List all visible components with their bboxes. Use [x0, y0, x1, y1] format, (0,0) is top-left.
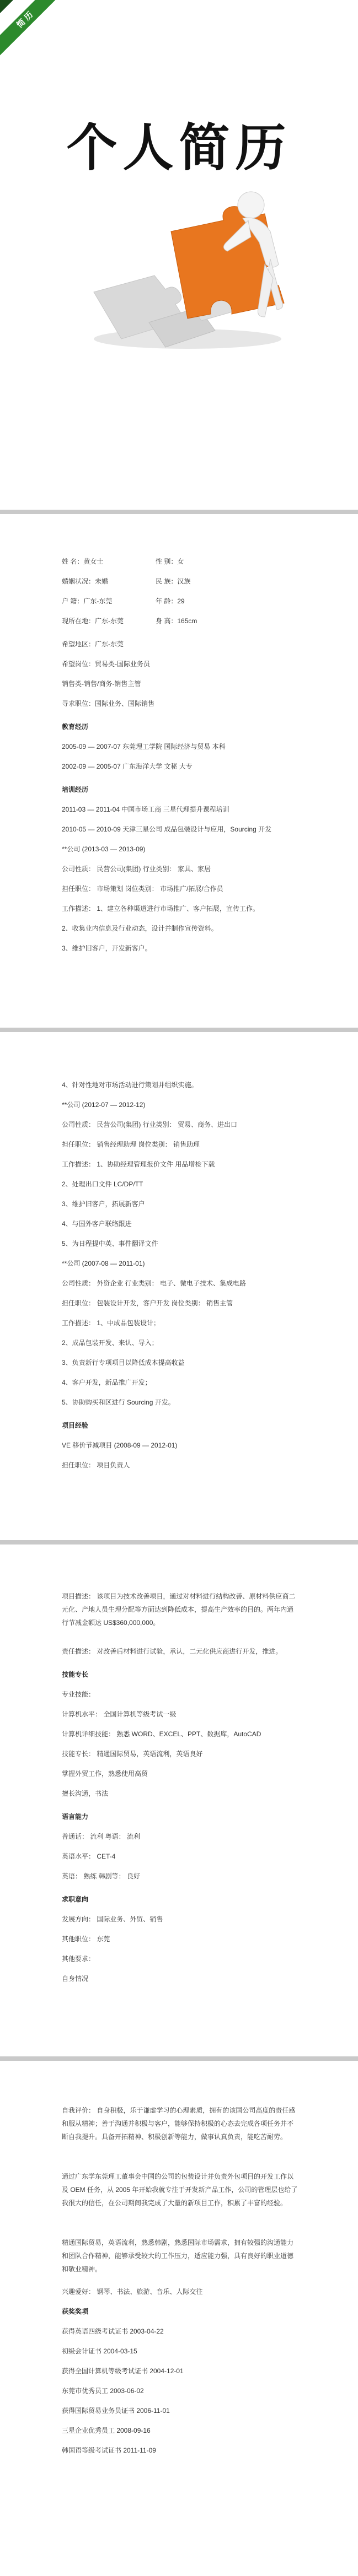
project-description: 项目描述： 该项目为技术改善项目，通过对材料进行结构改善、原材料供应商二元化、产地人员生理分配等方面达到降低成本，提高生产效率的目的。两年内通行节减金额达 US$360,000,000。	[62, 1592, 296, 1627]
intent-item: 自身情况	[62, 1975, 89, 1983]
skills-intro: 专业技能：	[62, 1691, 95, 1698]
intent-item: 其他要求：	[62, 1955, 95, 1963]
training-item: 2010-05 — 2010-09 天津三星公司 成品包装设计与应用，Sourcing 开发	[62, 825, 272, 833]
hobbies: 兴趣爱好： 钢琴、书法、旅游、音乐、人际交往	[62, 2288, 203, 2296]
job-period: **公司 (2012-07 — 2012-12)	[62, 1101, 146, 1109]
certificate-item: 获得英语四级考试证书 2003-04-22	[62, 2327, 164, 2335]
training-item: 2011-03 — 2011-04 中国市场工商 三星代理提升课程培训	[62, 806, 229, 813]
education-item: 2002-09 — 2005-07 广东海洋大学 文秘 大专	[62, 763, 193, 770]
job-duty: 3、负责新行专项项目以降低成本提高收益	[62, 1359, 185, 1367]
job-description: 工作描述： 1、中成品包装设计；	[62, 1319, 161, 1327]
certificate-item: 获得全国计算机等级考试证书 2004-12-01	[62, 2367, 184, 2375]
project-role: 担任职位： 项目负责人	[62, 1461, 130, 1469]
job-description: 工作描述： 1、协助经理管理报价文件 用品增检下载	[62, 1160, 215, 1168]
job-duty: 5、协助购买和区进行 Sourcing 开发。	[62, 1398, 175, 1406]
page-separator	[0, 1028, 358, 1032]
job-position: 担任职位： 销售经理助理 岗位类别： 销售助理	[62, 1141, 200, 1148]
ribbon-fold	[0, 0, 13, 13]
training-heading: 培训经历	[62, 786, 89, 793]
job-company: 公司性质： 民营公司(集团) 行业类别： 贸易、商务、进出口	[62, 1121, 237, 1128]
skill-item: 掌握外贸工作，熟悉使用高贸	[62, 1770, 148, 1778]
intent-heading: 求职意向	[62, 1895, 89, 1903]
language-item: 普通话： 流利 粤语： 流利	[62, 1833, 141, 1840]
education-item: 2005-09 — 2007-07 东莞理工学院 国际经济与贸易 本科	[62, 743, 226, 750]
certificate-item: 东莞市优秀员工 2003-06-02	[62, 2387, 144, 2395]
job-duty: 2、处理出口文件 LC/DP/TT	[62, 1180, 143, 1188]
job-duty: 5、为日程提中英、事件翻译文件	[62, 1240, 158, 1248]
expect-job: 寻求职位：国际业务、国际销售	[62, 700, 155, 708]
expect-position-2: 销售类-销售/商务-销售主管	[62, 680, 141, 688]
page-title: 个人简历	[66, 120, 292, 176]
skill-item: 技能专长： 精通国际贸易，英语流利，英语良好	[62, 1750, 203, 1758]
job-period: **公司 (2013-03 — 2013-09)	[62, 845, 146, 853]
responsibility-description: 责任描述： 对改善后材料进行试验，承认，二元化供应商进行开发，推进。	[62, 1648, 282, 1655]
page-separator	[0, 2056, 358, 2061]
self-evaluation-3: 精通国际贸易，英语流利，熟悉韩剧，熟悉国际市场需求，拥有较强的沟通能力和团队合作精神，能够承受较大的工作压力，适应能力强，具有良好的职业道德和敬业精神。	[62, 2239, 294, 2273]
intent-item: 其他职位： 东莞	[62, 1935, 110, 1943]
certificate-item: 初级会计证书 2004-03-15	[62, 2347, 137, 2355]
skill-item: 擅长沟通，书法	[62, 1790, 109, 1797]
job-duty: 4、与国外客户联络跟进	[62, 1220, 132, 1228]
job-duty: 4、客户开发，新品推广开发；	[62, 1379, 152, 1386]
job-duty: 2、成品包装开发、来认、导入；	[62, 1339, 158, 1347]
job-position: 担任职位： 市场策划 岗位类别： 市场推广/拓展/合作员	[62, 885, 223, 893]
expect-region: 希望地区：广东-东莞	[62, 640, 124, 648]
job-position: 担任职位： 包装设计开发，客户开发 岗位类别： 销售主管	[62, 1299, 233, 1307]
job-duty: 2、收集业内信息及行业动态，设计并制作宣传资料。	[62, 925, 218, 932]
job-duty: 4、针对性地对市场活动进行策划并组织实施。	[62, 1081, 198, 1089]
puzzle-figure-illustration	[83, 182, 303, 358]
job-period: **公司 (2007-08 — 2011-01)	[62, 1260, 145, 1267]
job-company: 公司性质： 外资企业 行业类别： 电子、微电子技术、集成电路	[62, 1279, 247, 1287]
education-heading: 教育经历	[62, 723, 89, 731]
skill-item: 计算机水平： 全国计算机等级考试一级	[62, 1710, 177, 1718]
intent-item: 发展方向： 国际业务、外贸、销售	[62, 1915, 163, 1923]
skills-heading: 技能专长	[62, 1671, 89, 1678]
certificate-item: 获得国际贸易业务员证书 2006-11-01	[62, 2407, 170, 2415]
self-evaluation: 自我评价： 自身积极，乐于谦虚学习的心理素质，拥有的该国公司高度的责任感和服从精神；善于沟通并积极与客户，能够保持积极的心态去完成各项任务并不断自我提升。具备开拓精神、积极创新等能力，做事认真负责，能吃苦耐劳。	[62, 2107, 296, 2141]
expect-position: 希望岗位：贸易类-国际业务员	[62, 660, 151, 668]
project-heading: 项目经验	[62, 1422, 89, 1429]
certificate-item: 三星企业优秀员工 2008-09-16	[62, 2427, 151, 2434]
skill-item: 计算机详细技能： 熟悉 WORD、EXCEL、PPT、数据库，AutoCAD	[62, 1730, 261, 1738]
certificates-heading: 获奖奖项	[62, 2308, 89, 2315]
job-duty: 3、维护旧客户，拓展新客户	[62, 1200, 145, 1208]
corner-ribbon	[0, 0, 61, 61]
ribbon-label: 简历	[0, 0, 61, 61]
job-company: 公司性质： 民营公司(集团) 行业类别： 家具、家居	[62, 865, 211, 873]
page-separator	[0, 1540, 358, 1544]
job-duty: 3、维护旧客户，开发新客户。	[62, 944, 152, 952]
language-heading: 语言能力	[62, 1813, 89, 1821]
project-item: VE 移价节减项目 (2008-09 — 2012-01)	[62, 1441, 178, 1449]
job-description: 工作描述： 1、建立各种渠道进行市场推广、客户拓展，宣传工作。	[62, 905, 260, 912]
certificate-item: 韩国语等级考试证书 2011-11-09	[62, 2447, 156, 2454]
page-separator	[0, 510, 358, 514]
language-item: 英语： 熟练 韩剧等： 良好	[62, 1872, 141, 1880]
self-evaluation-2: 通过广东学东莞理工董事会中国的公司的包装设计并负责外包项目的开发工作以及 OEM 任务，从 2005 年开始我就专注于开发新产品工作，公司的管理层也给了我很大的信任，在公司期间我完成了大量的新项目工作，积累了丰富的经验。	[62, 2173, 298, 2207]
language-item: 英语水平： CET-4	[62, 1853, 116, 1860]
